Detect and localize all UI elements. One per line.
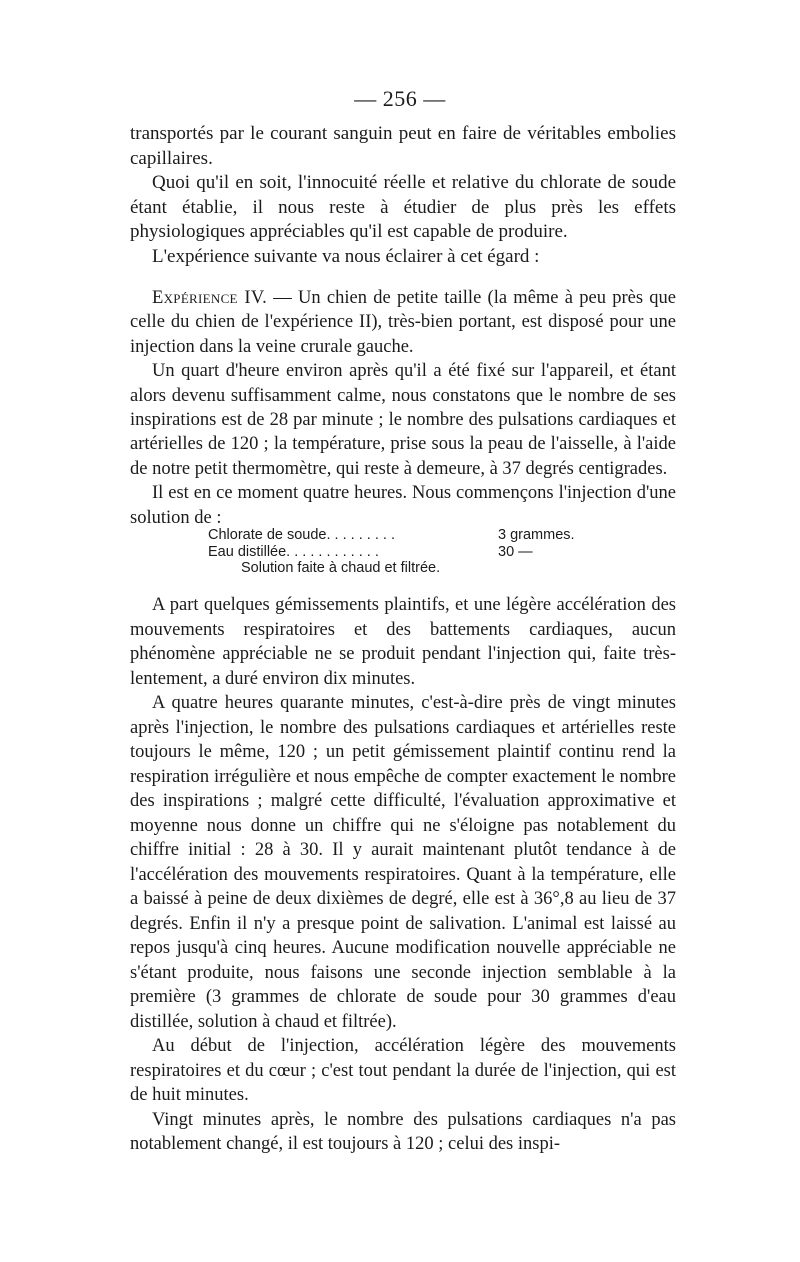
paragraph: A part quelques gémissements plaintifs, et une légère accélération des mouvements respiratoires et des battements cardiaques, aucun phénomène appréciable ne se produit pendant l'injection qui, faite très-lentement, a duré environ dix minutes. (130, 595, 676, 689)
paragraph-continuation: transportés par le courant sanguin peut en faire de véritables embolies capillaires. (130, 123, 676, 169)
experiment-heading: Expérience IV. (152, 288, 268, 308)
recipe-row (208, 527, 608, 544)
results-text (130, 593, 676, 1157)
recipe-row (208, 544, 608, 561)
experiment-intro: — Un chien de petite taille (la même à peu près que celle du chien de l'expérience II), très-bien portant, est disposé pour une injection dans la veine crurale gauche. (130, 288, 676, 357)
paragraph: Il est en ce moment quatre heures. Nous commençons l'injection d'une solution de : (130, 483, 676, 528)
recipe-ingredient: Chlorate de soude. . . . . . . . . (208, 527, 395, 543)
recipe-note: Solution faite à chaud et filtrée. (241, 560, 441, 576)
experiment-section (130, 286, 676, 530)
paragraph: L'expérience suivante va nous éclairer à cet égard : (152, 245, 540, 267)
recipe-quantity: 30 — (498, 543, 533, 560)
opening-text (130, 122, 676, 270)
paragraph: Quoi qu'il en soit, l'innocuité réelle et relative du chlorate de soude étant établie, il nous reste à étudier de plus près les effets physiologiques appréciables qu'il est capable de produire. (130, 172, 676, 243)
recipe-ingredient: Eau distillée. . . . . . . . . . . . (208, 543, 379, 560)
solution-recipe (208, 527, 608, 577)
paragraph: Un quart d'heure environ après qu'il a été fixé sur l'appareil, et étant alors devenu suffisamment calme, nous constatons que le nombre de ses inspirations est de 28 par minute ; le nombre des pulsations cardiaques et artérielles de 120 ; la température, prise sous la peau de l'aisselle, à l'aide de notre petit thermomètre, qui reste à demeure, à 37 degrés centigrades. (130, 361, 676, 479)
recipe-quantity: 3 grammes. (498, 527, 575, 543)
page-number: — 256 — (354, 86, 446, 111)
paragraph: A quatre heures quarante minutes, c'est-à-dire près de vingt minutes après l'injection, le nombre des pulsations cardiaques et artérielles reste toujours le même, 120 ; un petit gémissement plaintif continu rend la respiration irrégulière et nous empêche de compter exactement le nombre des inspirations ; malgré cette difficulté, l'évaluation approximative et moyenne nous donne un chiffre qui ne s'éloigne pas notablement du chiffre initial : 28 à 30. Il y aurait maintenant plutôt tendance à de l'accélération des mouvements respiratoires. Quant à la température, elle a baissé à peine de deux dixièmes de degré, elle est à 36°,8 au lieu de 37 degrés. Enfin il n'y a presque point de salivation. L'animal est laissé au repos jusqu'à cinq heures. Aucune modification nouvelle appréciable ne s'étant produite, nous faisons une seconde injection semblable à la première (3 grammes de chlorate de soude pour 30 grammes d'eau distillée, solution à chaud et filtrée). (130, 693, 676, 1032)
paragraph: Vingt minutes après, le nombre des pulsations cardiaques n'a pas notablement changé, il est toujours à 120 ; celui des inspi- (130, 1109, 676, 1154)
paragraph: Au début de l'injection, accélération légère des mouvements respiratoires et du cœur ; c'est tout pendant la durée de l'injection, qui est de huit minutes. (130, 1036, 676, 1105)
experiment-paragraph (130, 286, 676, 359)
